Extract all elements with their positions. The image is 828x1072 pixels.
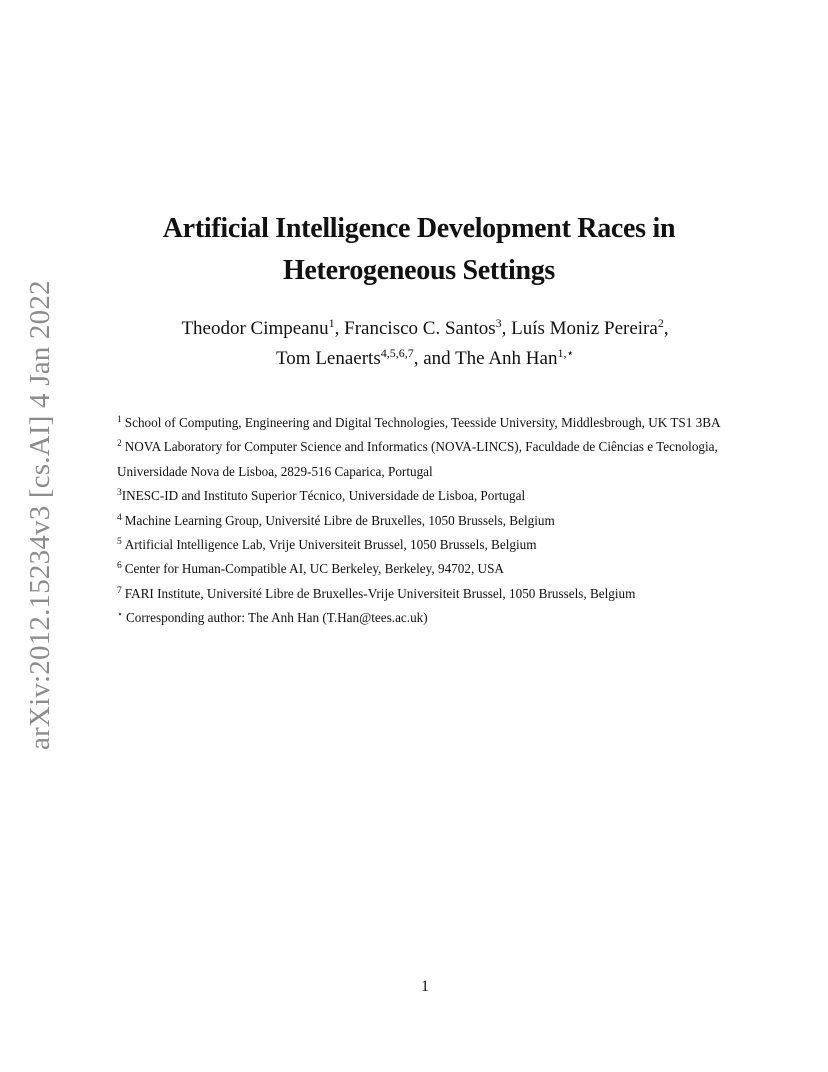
title-line-1: Artificial Intelligence Development Races in xyxy=(162,213,676,244)
author-separator: , and xyxy=(413,348,456,369)
affiliation-mark: 4 xyxy=(117,512,122,523)
author-separator: , xyxy=(334,318,345,339)
affiliation-text: NOVA Laboratory for Computer Science and Informatics (NOVA-LINCS), Faculdade de Ciências e Tecnologia, xyxy=(124,439,718,455)
affiliation-mark: ⋆ xyxy=(117,610,123,621)
affiliation-item xyxy=(117,411,777,435)
affiliation-continuation: Universidade Nova de Lisboa, 2829-516 Caparica, Portugal xyxy=(117,463,433,479)
affiliation-text: Artificial Intelligence Lab, Vrije Universiteit Brussel, 1050 Brussels, Belgium xyxy=(124,537,537,553)
author-name: Francisco C. Santos xyxy=(344,318,496,339)
affiliation-text: Machine Learning Group, Université Libre de Bruxelles, 1050 Brussels, Belgium xyxy=(124,512,555,528)
author-name: Tom Lenaerts xyxy=(276,348,381,369)
author-affiliation-mark: 1 xyxy=(328,316,335,330)
author-line-1 xyxy=(22,314,828,344)
affiliation-item xyxy=(117,557,777,581)
affiliation-mark: 3 xyxy=(117,488,122,499)
author-name: Theodor Cimpeanu xyxy=(181,318,329,339)
author-separator: , xyxy=(501,318,512,339)
affiliation-mark: 1 xyxy=(117,415,122,425)
title-line-2: Heterogeneous Settings xyxy=(282,255,556,286)
affiliation-item xyxy=(117,582,777,606)
author-separator: , xyxy=(663,318,669,339)
affiliation-text: FARI Institute, Université Libre de Bruxelles-Vrije Universiteit Brussel, 1050 Brussels, Belgium xyxy=(124,585,636,601)
paper-title xyxy=(0,208,828,292)
affiliation-item xyxy=(117,509,777,533)
affiliation-item xyxy=(117,484,777,508)
author-affiliation-mark: 4,5,6,7 xyxy=(380,346,414,360)
affiliation-mark: 5 xyxy=(117,537,122,548)
affiliation-mark: 6 xyxy=(117,561,122,572)
affiliation-text: School of Computing, Engineering and Digital Technologies, Teesside University, Middlesbrough, UK TS1 3BA xyxy=(124,415,721,430)
author-line-2 xyxy=(22,344,828,374)
affiliation-item xyxy=(117,533,777,557)
author-affiliation-mark: 2 xyxy=(657,316,664,330)
affiliation-text: Corresponding author: The Anh Han (T.Han@tees.ac.uk) xyxy=(125,610,428,626)
author-name: Luís Moniz Pereira xyxy=(511,318,658,339)
affiliation-item xyxy=(117,435,777,459)
affiliation-mark: 7 xyxy=(117,585,122,596)
affiliation-text: INESC-ID and Instituto Superior Técnico, Universidade de Lisboa, Portugal xyxy=(121,488,526,504)
affiliation-mark: 2 xyxy=(117,439,122,450)
affiliation-list xyxy=(117,411,777,631)
corresponding-author-note xyxy=(117,606,777,630)
author-name: The Anh Han xyxy=(455,348,558,369)
author-list xyxy=(0,314,828,374)
page-number: 1 xyxy=(421,978,429,995)
affiliation-text: Center for Human-Compatible AI, UC Berkeley, Berkeley, 94702, USA xyxy=(124,561,504,577)
author-affiliation-mark: 3 xyxy=(495,316,502,330)
author-affiliation-mark: 1,⋆ xyxy=(557,346,574,360)
arxiv-identifier-stamp: arXiv:2012.15234v3 [cs.AI] 4 Jan 2022 xyxy=(24,280,56,750)
